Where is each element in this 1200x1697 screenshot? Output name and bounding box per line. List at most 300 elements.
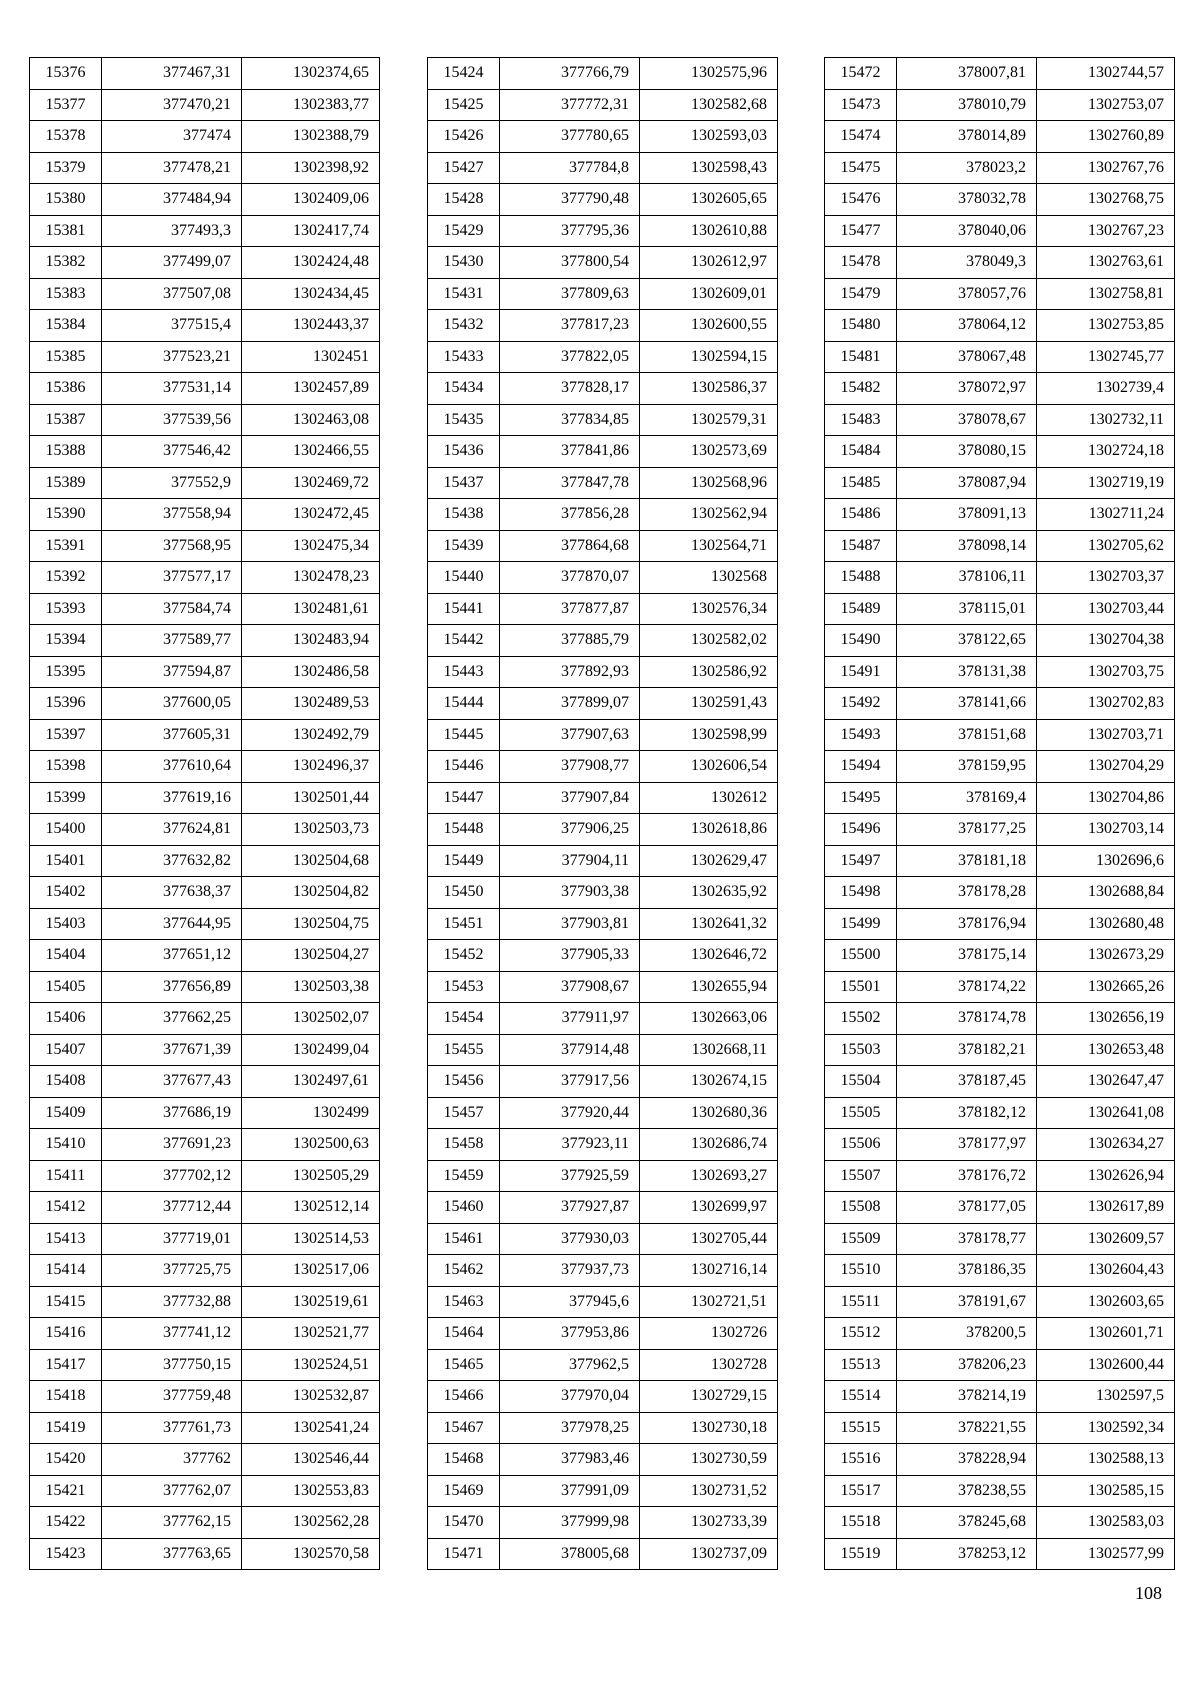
x-coordinate-cell: 378057,76	[897, 278, 1037, 310]
x-coordinate-cell: 378049,3	[897, 247, 1037, 279]
point-number-cell: 15441	[428, 593, 500, 625]
x-coordinate-cell: 378131,38	[897, 656, 1037, 688]
y-coordinate-cell: 1302730,59	[640, 1444, 778, 1476]
y-coordinate-cell: 1302502,07	[242, 1003, 380, 1035]
y-coordinate-cell: 1302724,18	[1037, 436, 1175, 468]
point-number-cell: 15482	[825, 373, 897, 405]
point-number-cell: 15459	[428, 1160, 500, 1192]
table-row	[428, 1318, 778, 1350]
point-number-cell: 15444	[428, 688, 500, 720]
y-coordinate-cell: 1302728	[640, 1349, 778, 1381]
table-row	[428, 625, 778, 657]
y-coordinate-cell: 1302626,94	[1037, 1160, 1175, 1192]
y-coordinate-cell: 1302577,99	[1037, 1538, 1175, 1570]
point-number-cell: 15385	[30, 341, 102, 373]
y-coordinate-cell: 1302745,77	[1037, 341, 1175, 373]
table-row	[428, 184, 778, 216]
y-coordinate-cell: 1302417,74	[242, 215, 380, 247]
point-number-cell: 15456	[428, 1066, 500, 1098]
point-number-cell: 15464	[428, 1318, 500, 1350]
y-coordinate-cell: 1302409,06	[242, 184, 380, 216]
y-coordinate-cell: 1302562,28	[242, 1507, 380, 1539]
table-row	[30, 1507, 380, 1539]
point-number-cell: 15407	[30, 1034, 102, 1066]
table-row	[30, 656, 380, 688]
point-number-cell: 15377	[30, 89, 102, 121]
x-coordinate-cell: 378228,94	[897, 1444, 1037, 1476]
table-row	[428, 971, 778, 1003]
y-coordinate-cell: 1302674,15	[640, 1066, 778, 1098]
x-coordinate-cell: 378177,05	[897, 1192, 1037, 1224]
table-row	[428, 656, 778, 688]
x-coordinate-cell: 378141,66	[897, 688, 1037, 720]
table-row	[428, 1538, 778, 1570]
x-coordinate-cell: 377702,12	[102, 1160, 242, 1192]
point-number-cell: 15384	[30, 310, 102, 342]
x-coordinate-cell: 377467,31	[102, 58, 242, 90]
point-number-cell: 15428	[428, 184, 500, 216]
x-coordinate-cell: 377605,31	[102, 719, 242, 751]
y-coordinate-cell: 1302604,43	[1037, 1255, 1175, 1287]
table-row	[428, 940, 778, 972]
point-number-cell: 15518	[825, 1507, 897, 1539]
x-coordinate-cell: 377905,33	[500, 940, 640, 972]
point-number-cell: 15454	[428, 1003, 500, 1035]
table-row	[825, 467, 1175, 499]
point-number-cell: 15479	[825, 278, 897, 310]
point-number-cell: 15495	[825, 782, 897, 814]
y-coordinate-cell: 1302597,5	[1037, 1381, 1175, 1413]
x-coordinate-cell: 377877,87	[500, 593, 640, 625]
point-number-cell: 15390	[30, 499, 102, 531]
table-row	[825, 562, 1175, 594]
point-number-cell: 15396	[30, 688, 102, 720]
coordinates-table-1	[29, 57, 380, 1570]
y-coordinate-cell: 1302374,65	[242, 58, 380, 90]
x-coordinate-cell: 378200,5	[897, 1318, 1037, 1350]
table-row	[428, 814, 778, 846]
x-coordinate-cell: 378122,65	[897, 625, 1037, 657]
table-row	[825, 1475, 1175, 1507]
point-number-cell: 15443	[428, 656, 500, 688]
x-coordinate-cell: 378087,94	[897, 467, 1037, 499]
x-coordinate-cell: 378177,25	[897, 814, 1037, 846]
y-coordinate-cell: 1302704,38	[1037, 625, 1175, 657]
x-coordinate-cell: 378106,11	[897, 562, 1037, 594]
y-coordinate-cell: 1302575,96	[640, 58, 778, 90]
table-row	[825, 1538, 1175, 1570]
point-number-cell: 15434	[428, 373, 500, 405]
table-row	[428, 341, 778, 373]
y-coordinate-cell: 1302598,43	[640, 152, 778, 184]
point-number-cell: 15460	[428, 1192, 500, 1224]
table-row	[428, 877, 778, 909]
table-row	[428, 845, 778, 877]
point-number-cell: 15401	[30, 845, 102, 877]
point-number-cell: 15421	[30, 1475, 102, 1507]
point-number-cell: 15466	[428, 1381, 500, 1413]
point-number-cell: 15453	[428, 971, 500, 1003]
x-coordinate-cell: 377624,81	[102, 814, 242, 846]
y-coordinate-cell: 1302478,23	[242, 562, 380, 594]
y-coordinate-cell: 1302499,04	[242, 1034, 380, 1066]
point-number-cell: 15392	[30, 562, 102, 594]
point-number-cell: 15418	[30, 1381, 102, 1413]
table-row	[825, 625, 1175, 657]
y-coordinate-cell: 1302705,62	[1037, 530, 1175, 562]
x-coordinate-cell: 377800,54	[500, 247, 640, 279]
point-number-cell: 15411	[30, 1160, 102, 1192]
y-coordinate-cell: 1302593,03	[640, 121, 778, 153]
y-coordinate-cell: 1302573,69	[640, 436, 778, 468]
y-coordinate-cell: 1302733,39	[640, 1507, 778, 1539]
point-number-cell: 15394	[30, 625, 102, 657]
x-coordinate-cell: 377677,43	[102, 1066, 242, 1098]
y-coordinate-cell: 1302603,65	[1037, 1286, 1175, 1318]
coordinates-table-3	[824, 57, 1175, 1570]
point-number-cell: 15395	[30, 656, 102, 688]
y-coordinate-cell: 1302579,31	[640, 404, 778, 436]
y-coordinate-cell: 1302489,53	[242, 688, 380, 720]
x-coordinate-cell: 377864,68	[500, 530, 640, 562]
table-row	[825, 58, 1175, 90]
x-coordinate-cell: 378182,12	[897, 1097, 1037, 1129]
table-row	[428, 1381, 778, 1413]
y-coordinate-cell: 1302703,37	[1037, 562, 1175, 594]
table-row	[428, 215, 778, 247]
y-coordinate-cell: 1302514,53	[242, 1223, 380, 1255]
point-number-cell: 15381	[30, 215, 102, 247]
point-number-cell: 15510	[825, 1255, 897, 1287]
x-coordinate-cell: 377908,77	[500, 751, 640, 783]
y-coordinate-cell: 1302739,4	[1037, 373, 1175, 405]
x-coordinate-cell: 378186,35	[897, 1255, 1037, 1287]
y-coordinate-cell: 1302601,71	[1037, 1318, 1175, 1350]
x-coordinate-cell: 377766,79	[500, 58, 640, 90]
x-coordinate-cell: 377610,64	[102, 751, 242, 783]
point-number-cell: 15425	[428, 89, 500, 121]
x-coordinate-cell: 378072,97	[897, 373, 1037, 405]
y-coordinate-cell: 1302598,99	[640, 719, 778, 751]
point-number-cell: 15388	[30, 436, 102, 468]
point-number-cell: 15508	[825, 1192, 897, 1224]
x-coordinate-cell: 377772,31	[500, 89, 640, 121]
x-coordinate-cell: 377671,39	[102, 1034, 242, 1066]
y-coordinate-cell: 1302760,89	[1037, 121, 1175, 153]
table-row	[30, 1412, 380, 1444]
y-coordinate-cell: 1302546,44	[242, 1444, 380, 1476]
point-number-cell: 15438	[428, 499, 500, 531]
x-coordinate-cell: 377822,05	[500, 341, 640, 373]
y-coordinate-cell: 1302586,37	[640, 373, 778, 405]
x-coordinate-cell: 377762,07	[102, 1475, 242, 1507]
point-number-cell: 15515	[825, 1412, 897, 1444]
y-coordinate-cell: 1302585,15	[1037, 1475, 1175, 1507]
x-coordinate-cell: 378191,67	[897, 1286, 1037, 1318]
x-coordinate-cell: 378007,81	[897, 58, 1037, 90]
x-coordinate-cell: 377474	[102, 121, 242, 153]
y-coordinate-cell: 1302612,97	[640, 247, 778, 279]
point-number-cell: 15469	[428, 1475, 500, 1507]
table-row	[428, 310, 778, 342]
y-coordinate-cell: 1302457,89	[242, 373, 380, 405]
y-coordinate-cell: 1302763,61	[1037, 247, 1175, 279]
point-number-cell: 15405	[30, 971, 102, 1003]
y-coordinate-cell: 1302605,65	[640, 184, 778, 216]
x-coordinate-cell: 378067,48	[897, 341, 1037, 373]
table-row	[428, 1066, 778, 1098]
point-number-cell: 15458	[428, 1129, 500, 1161]
y-coordinate-cell: 1302688,84	[1037, 877, 1175, 909]
table-row	[428, 404, 778, 436]
point-number-cell: 15449	[428, 845, 500, 877]
table-row	[825, 1097, 1175, 1129]
x-coordinate-cell: 377817,23	[500, 310, 640, 342]
point-number-cell: 15517	[825, 1475, 897, 1507]
table-row	[428, 719, 778, 751]
point-number-cell: 15499	[825, 908, 897, 940]
y-coordinate-cell: 1302617,89	[1037, 1192, 1175, 1224]
y-coordinate-cell: 1302600,55	[640, 310, 778, 342]
table-row	[428, 782, 778, 814]
x-coordinate-cell: 377750,15	[102, 1349, 242, 1381]
x-coordinate-cell: 378115,01	[897, 593, 1037, 625]
x-coordinate-cell: 378174,22	[897, 971, 1037, 1003]
table-row	[825, 215, 1175, 247]
y-coordinate-cell: 1302731,52	[640, 1475, 778, 1507]
y-coordinate-cell: 1302663,06	[640, 1003, 778, 1035]
y-coordinate-cell: 1302668,11	[640, 1034, 778, 1066]
y-coordinate-cell: 1302721,51	[640, 1286, 778, 1318]
point-number-cell: 15477	[825, 215, 897, 247]
x-coordinate-cell: 377759,48	[102, 1381, 242, 1413]
table-row	[30, 215, 380, 247]
x-coordinate-cell: 377531,14	[102, 373, 242, 405]
point-number-cell: 15442	[428, 625, 500, 657]
x-coordinate-cell: 377917,56	[500, 1066, 640, 1098]
x-coordinate-cell: 377920,44	[500, 1097, 640, 1129]
table-row	[825, 1192, 1175, 1224]
y-coordinate-cell: 1302767,76	[1037, 152, 1175, 184]
point-number-cell: 15498	[825, 877, 897, 909]
y-coordinate-cell: 1302505,29	[242, 1160, 380, 1192]
table-row	[30, 278, 380, 310]
point-number-cell: 15490	[825, 625, 897, 657]
x-coordinate-cell: 378151,68	[897, 719, 1037, 751]
table-row	[825, 1223, 1175, 1255]
x-coordinate-cell: 378238,55	[897, 1475, 1037, 1507]
x-coordinate-cell: 377732,88	[102, 1286, 242, 1318]
table-row	[30, 562, 380, 594]
x-coordinate-cell: 378159,95	[897, 751, 1037, 783]
y-coordinate-cell: 1302568,96	[640, 467, 778, 499]
y-coordinate-cell: 1302582,68	[640, 89, 778, 121]
point-number-cell: 15400	[30, 814, 102, 846]
table-row	[30, 1129, 380, 1161]
point-number-cell: 15465	[428, 1349, 500, 1381]
point-number-cell: 15402	[30, 877, 102, 909]
page-number: 108	[1135, 1583, 1162, 1603]
y-coordinate-cell: 1302472,45	[242, 499, 380, 531]
y-coordinate-cell: 1302758,81	[1037, 278, 1175, 310]
table-row	[30, 814, 380, 846]
table-row	[428, 1034, 778, 1066]
x-coordinate-cell: 377594,87	[102, 656, 242, 688]
point-number-cell: 15506	[825, 1129, 897, 1161]
table-row	[825, 1034, 1175, 1066]
x-coordinate-cell: 378181,18	[897, 845, 1037, 877]
table-row	[428, 562, 778, 594]
point-number-cell: 15485	[825, 467, 897, 499]
table-row	[30, 1223, 380, 1255]
point-number-cell: 15468	[428, 1444, 500, 1476]
point-number-cell: 15414	[30, 1255, 102, 1287]
y-coordinate-cell: 1302673,29	[1037, 940, 1175, 972]
y-coordinate-cell: 1302686,74	[640, 1129, 778, 1161]
table-row	[30, 625, 380, 657]
table-row	[825, 845, 1175, 877]
x-coordinate-cell: 378182,21	[897, 1034, 1037, 1066]
table-row	[30, 1538, 380, 1570]
y-coordinate-cell: 1302737,09	[640, 1538, 778, 1570]
point-number-cell: 15409	[30, 1097, 102, 1129]
x-coordinate-cell: 378010,79	[897, 89, 1037, 121]
x-coordinate-cell: 377584,74	[102, 593, 242, 625]
y-coordinate-cell: 1302424,48	[242, 247, 380, 279]
x-coordinate-cell: 378032,78	[897, 184, 1037, 216]
x-coordinate-cell: 378005,68	[500, 1538, 640, 1570]
point-number-cell: 15486	[825, 499, 897, 531]
x-coordinate-cell: 377885,79	[500, 625, 640, 657]
x-coordinate-cell: 377493,3	[102, 215, 242, 247]
table-row	[825, 1255, 1175, 1287]
x-coordinate-cell: 377983,46	[500, 1444, 640, 1476]
table-row	[428, 499, 778, 531]
y-coordinate-cell: 1302703,14	[1037, 814, 1175, 846]
point-number-cell: 15463	[428, 1286, 500, 1318]
table-row	[30, 436, 380, 468]
table-row	[428, 373, 778, 405]
table-row	[30, 1034, 380, 1066]
x-coordinate-cell: 377945,6	[500, 1286, 640, 1318]
table-row	[825, 373, 1175, 405]
point-number-cell: 15383	[30, 278, 102, 310]
y-coordinate-cell: 1302499	[242, 1097, 380, 1129]
y-coordinate-cell: 1302767,23	[1037, 215, 1175, 247]
point-number-cell: 15478	[825, 247, 897, 279]
x-coordinate-cell: 377470,21	[102, 89, 242, 121]
table-row	[825, 499, 1175, 531]
y-coordinate-cell: 1302570,58	[242, 1538, 380, 1570]
x-coordinate-cell: 378174,78	[897, 1003, 1037, 1035]
table-row	[428, 121, 778, 153]
point-number-cell: 15378	[30, 121, 102, 153]
x-coordinate-cell: 377970,04	[500, 1381, 640, 1413]
y-coordinate-cell: 1302500,63	[242, 1129, 380, 1161]
y-coordinate-cell: 1302730,18	[640, 1412, 778, 1444]
y-coordinate-cell: 1302703,75	[1037, 656, 1175, 688]
table-row	[30, 499, 380, 531]
y-coordinate-cell: 1302583,03	[1037, 1507, 1175, 1539]
y-coordinate-cell: 1302699,97	[640, 1192, 778, 1224]
x-coordinate-cell: 377619,16	[102, 782, 242, 814]
y-coordinate-cell: 1302503,38	[242, 971, 380, 1003]
y-coordinate-cell: 1302646,72	[640, 940, 778, 972]
x-coordinate-cell: 378078,67	[897, 404, 1037, 436]
y-coordinate-cell: 1302719,19	[1037, 467, 1175, 499]
y-coordinate-cell: 1302501,44	[242, 782, 380, 814]
y-coordinate-cell: 1302705,44	[640, 1223, 778, 1255]
point-number-cell: 15399	[30, 782, 102, 814]
y-coordinate-cell: 1302618,86	[640, 814, 778, 846]
x-coordinate-cell: 378178,77	[897, 1223, 1037, 1255]
y-coordinate-cell: 1302753,07	[1037, 89, 1175, 121]
y-coordinate-cell: 1302647,47	[1037, 1066, 1175, 1098]
x-coordinate-cell: 378014,89	[897, 121, 1037, 153]
point-number-cell: 15480	[825, 310, 897, 342]
y-coordinate-cell: 1302592,34	[1037, 1412, 1175, 1444]
y-coordinate-cell: 1302726	[640, 1318, 778, 1350]
point-number-cell: 15505	[825, 1097, 897, 1129]
table-row	[30, 121, 380, 153]
point-number-cell: 15439	[428, 530, 500, 562]
x-coordinate-cell: 377507,08	[102, 278, 242, 310]
table-row	[30, 1286, 380, 1318]
y-coordinate-cell: 1302629,47	[640, 845, 778, 877]
table-row	[30, 1318, 380, 1350]
table-row	[428, 1412, 778, 1444]
point-number-cell: 15386	[30, 373, 102, 405]
point-number-cell: 15461	[428, 1223, 500, 1255]
point-number-cell: 15494	[825, 751, 897, 783]
x-coordinate-cell: 377552,9	[102, 467, 242, 499]
table-row	[30, 184, 380, 216]
table-row	[428, 1003, 778, 1035]
x-coordinate-cell: 377925,59	[500, 1160, 640, 1192]
y-coordinate-cell: 1302729,15	[640, 1381, 778, 1413]
point-number-cell: 15404	[30, 940, 102, 972]
x-coordinate-cell: 377991,09	[500, 1475, 640, 1507]
x-coordinate-cell: 377953,86	[500, 1318, 640, 1350]
table-row	[30, 1475, 380, 1507]
x-coordinate-cell: 377539,56	[102, 404, 242, 436]
table-row	[428, 1160, 778, 1192]
table-row	[428, 1475, 778, 1507]
x-coordinate-cell: 377719,01	[102, 1223, 242, 1255]
point-number-cell: 15452	[428, 940, 500, 972]
table-row	[825, 1003, 1175, 1035]
y-coordinate-cell: 1302443,37	[242, 310, 380, 342]
x-coordinate-cell: 377784,8	[500, 152, 640, 184]
x-coordinate-cell: 377656,89	[102, 971, 242, 1003]
table-row	[428, 436, 778, 468]
point-number-cell: 15426	[428, 121, 500, 153]
point-number-cell: 15455	[428, 1034, 500, 1066]
y-coordinate-cell: 1302594,15	[640, 341, 778, 373]
y-coordinate-cell: 1302503,73	[242, 814, 380, 846]
point-number-cell: 15427	[428, 152, 500, 184]
table-row	[30, 593, 380, 625]
y-coordinate-cell: 1302504,82	[242, 877, 380, 909]
x-coordinate-cell: 377712,44	[102, 1192, 242, 1224]
y-coordinate-cell: 1302497,61	[242, 1066, 380, 1098]
point-number-cell: 15491	[825, 656, 897, 688]
table-row	[825, 184, 1175, 216]
x-coordinate-cell: 377589,77	[102, 625, 242, 657]
x-coordinate-cell: 377600,05	[102, 688, 242, 720]
table-row	[825, 1129, 1175, 1161]
x-coordinate-cell: 377870,07	[500, 562, 640, 594]
